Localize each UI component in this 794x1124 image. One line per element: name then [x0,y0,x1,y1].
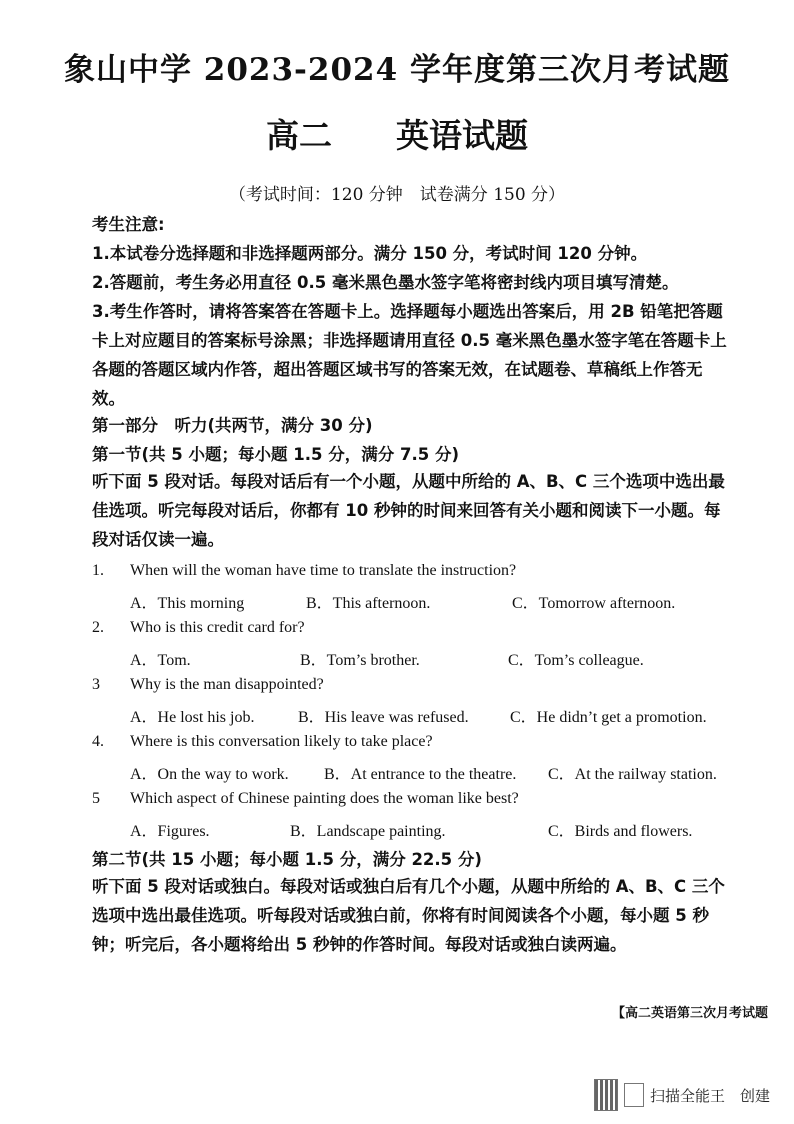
scanner-label: 扫描全能王 创建 [650,1086,771,1105]
option-b: B．His leave was refused. [298,709,469,726]
section1-heading: 第一节(共 5 小题；每小题 1.5 分，满分 7.5 分) [92,445,459,464]
notice-item: 3.考生作答时，请将答案答在答题卡上。选择题每小题选出答案后，用 2B 铅笔把答题卡上对应题目的答案标号涂黑；非选择题请用直径 0.5 毫米黑色墨水签字笔在答题卡上各题的答题区域内作答，超出答题区域书写的答案无效，在试题卷、草稿纸上作答无效。 [92,302,727,408]
notice-item: 2.答题前，考生务必用直径 0.5 毫米黑色墨水签字笔将密封线内项目填写清楚。 [92,273,679,292]
question-number: 4. [92,733,104,750]
option-c: C．Birds and flowers. [548,823,693,840]
exam-title: 象山中学 2023-2024 学年度第三次月考试题 [63,52,730,88]
option-a: A．Tom. [130,652,191,669]
notice-heading: 考生注意: [92,215,165,234]
exam-time-info: （考试时间：120 分钟 试卷满分 150 分） [228,185,566,205]
option-c: C．Tomorrow afternoon. [512,595,676,612]
question-number: 1. [92,562,104,579]
option-c: C．Tom’s colleague. [508,652,644,669]
question-number: 2. [92,619,104,636]
question-stem: When will the woman have time to translate the instruction? [130,562,517,579]
question-number: 3 [92,676,100,693]
option-c: C．At the railway station. [548,766,717,783]
option-a: A．Figures. [130,823,210,840]
option-b: B．Tom’s brother. [300,652,420,669]
option-b: B．At entrance to the theatre. [324,766,517,783]
question-stem: Which aspect of Chinese painting does the woman like best? [130,790,519,807]
footer-exam-tag: 【高二英语第三次月考试题 [611,1006,768,1021]
question-stem: Where is this conversation likely to take place? [130,733,433,750]
option-a: A．This morning [130,595,245,612]
qr-code-icon [594,1079,618,1111]
exam-subtitle [0,110,794,157]
grade-label: 高二 [266,116,332,155]
scanner-watermark [594,1078,770,1112]
option-b: B．This afternoon. [306,595,431,612]
option-a: A．On the way to work. [130,766,289,783]
scanner-logo-icon [624,1083,644,1107]
notice-item: 1.本试卷分选择题和非选择题两部分。满分 150 分，考试时间 120 分钟。 [92,244,648,263]
candidate-notice [92,210,732,413]
section1-instructions: 听下面 5 段对话。每段对话后有一个小题，从题中所给的 A、B、C 三个选项中选出最佳选项。听完每段对话后，你都有 10 秒钟的时间来回答有关小题和阅读下一小题。每段对话仅读一遍。 [92,472,725,549]
question-number: 5 [92,790,100,807]
section2-heading: 第二节(共 15 小题；每小题 1.5 分，满分 22.5 分) [92,850,482,869]
part1-heading: 第一部分 听力(共两节，满分 30 分) [92,416,373,435]
subject-label: 英语试题 [396,116,528,155]
section2-instructions: 听下面 5 段对话或独白。每段对话或独白后有几个小题，从题中所给的 A、B、C 三个选项中选出最佳选项。听每段对话或独白前，你将有时间阅读各个小题，每小题 5 秒钟；听完后，各小题将给出 5 秒钟的作答时间。每段对话或独白读两遍。 [92,877,725,954]
option-c: C．He didn’t get a promotion. [510,709,707,726]
option-b: B．Landscape painting. [290,823,446,840]
option-a: A．He lost his job. [130,709,255,726]
question-stem: Why is the man disappointed? [130,676,324,693]
question-stem: Who is this credit card for? [130,619,305,636]
